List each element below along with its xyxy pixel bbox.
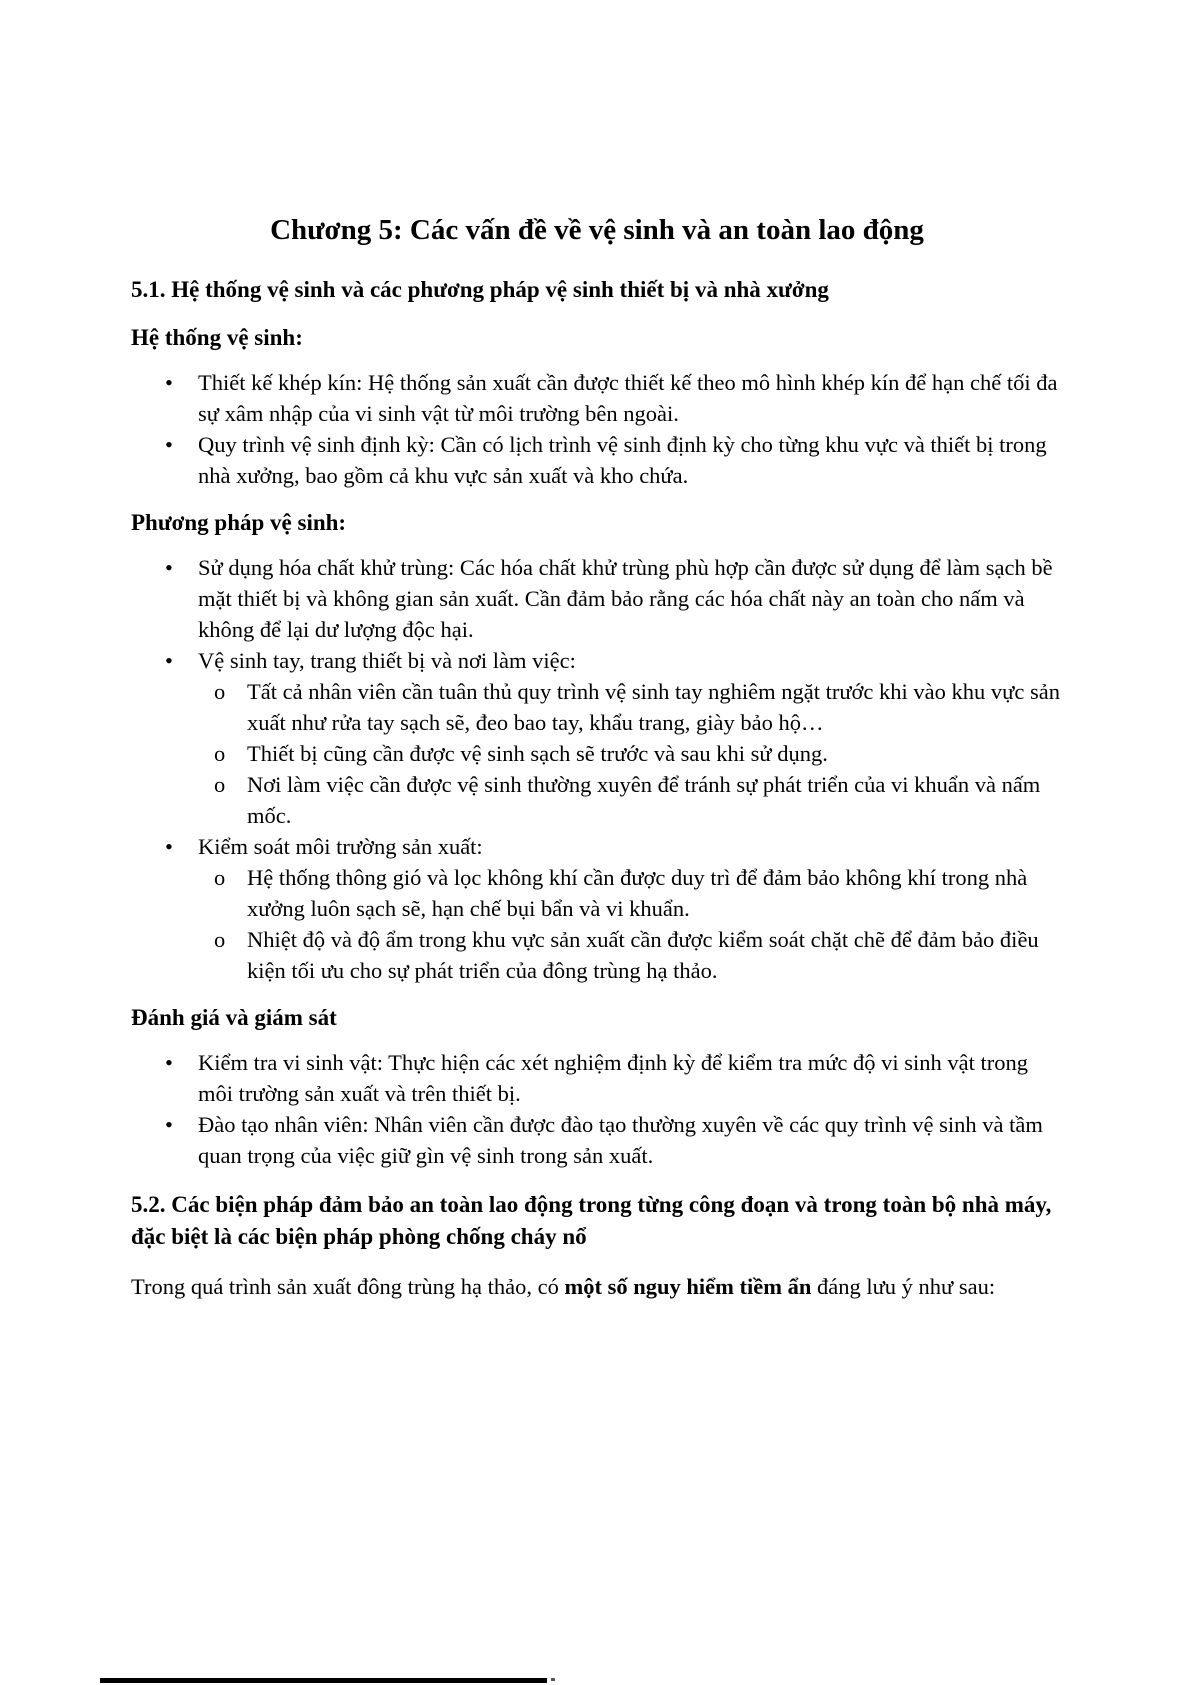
sub-list-item <box>131 738 1063 769</box>
subheading-danh-gia-va-giam-sat: Đánh giá và giám sát <box>131 1005 337 1030</box>
intro-paragraph <box>131 1271 1063 1302</box>
list-item-text: Thiết kế khép kín: Hệ thống sản xuất cần được thiết kế theo mô hình khép kín để hạn chế tối đa sự xâm nhập của vi sinh vật từ môi trường bên ngoài. <box>198 370 1058 426</box>
bullet-list-he-thong-ve-sinh <box>131 367 1063 491</box>
bullet-marker: • <box>165 555 173 580</box>
sub-list-item-text: Tất cả nhân viên cần tuân thủ quy trình vệ sinh tay nghiêm ngặt trước khi vào khu vực sản xuất như rửa tay sạch sẽ, đeo bao tay, khẩu trang, giày bảo hộ… <box>247 679 1060 735</box>
list-item <box>131 1047 1063 1109</box>
bullet-marker: • <box>165 370 173 395</box>
list-item-text: Kiểm tra vi sinh vật: Thực hiện các xét nghiệm định kỳ để kiểm tra mức độ vi sinh vật trong môi trường sản xuất và trên thiết bị. <box>198 1050 1029 1106</box>
bullet-marker: • <box>165 1050 173 1075</box>
sub-bullet-marker: o <box>214 772 226 797</box>
subheading-phuong-phap-ve-sinh: Phương pháp vệ sinh: <box>131 510 347 535</box>
section-heading-5-1: 5.1. Hệ thống vệ sinh và các phương pháp vệ sinh thiết bị và nhà xưởng <box>131 277 829 302</box>
list-item <box>131 1109 1063 1171</box>
bottom-edge-bar <box>100 1678 547 1683</box>
list-item-text: Vệ sinh tay, trang thiết bị và nơi làm việc: <box>198 648 576 673</box>
sub-list-item-text: Thiết bị cũng cần được vệ sinh sạch sẽ trước và sau khi sử dụng. <box>247 741 828 766</box>
sub-list-item-text: Nhiệt độ và độ ẩm trong khu vực sản xuất cần được kiểm soát chặt chẽ để đảm bảo điều kiện tối ưu cho sự phát triển của đông trùng hạ thảo. <box>247 927 1039 983</box>
list-item <box>131 367 1063 429</box>
sub-list-item <box>131 924 1063 986</box>
sub-list-item <box>131 769 1063 831</box>
sub-bullet-marker: o <box>214 741 226 766</box>
bullet-marker: • <box>165 1112 173 1137</box>
list-item-text: Đào tạo nhân viên: Nhân viên cần được đào tạo thường xuyên về các quy trình vệ sinh và tầm quan trọng của việc giữ gìn vệ sinh trong sản xuất. <box>198 1112 1043 1168</box>
section-heading-5-2: 5.2. Các biện pháp đảm bảo an toàn lao động trong từng công đoạn và trong toàn bộ nhà máy, đặc biệt là các biện pháp phòng chống cháy nổ <box>131 1192 1052 1249</box>
document-content <box>131 212 1063 1302</box>
list-item <box>131 429 1063 491</box>
subheading-he-thong-ve-sinh: Hệ thống vệ sinh: <box>131 325 303 350</box>
sub-list-kiem-soat-moi-truong <box>131 862 1063 986</box>
doc-title: Chương 5: Các vấn đề về vệ sinh và an toàn lao động <box>270 214 924 246</box>
sub-list-item <box>131 676 1063 738</box>
bullet-marker: • <box>165 648 173 673</box>
sub-bullet-marker: o <box>214 927 226 952</box>
intro-paragraph-bold: một số nguy hiểm tiềm ẩn <box>564 1274 812 1299</box>
sub-list-item <box>131 862 1063 924</box>
bullet-marker: • <box>165 432 173 457</box>
sub-list-item-text: Nơi làm việc cần được vệ sinh thường xuyên để tránh sự phát triển của vi khuẩn và nấm mốc. <box>247 772 1041 828</box>
intro-paragraph-pre: Trong quá trình sản xuất đông trùng hạ thảo, có <box>131 1274 565 1299</box>
sub-list-ve-sinh-tay <box>131 676 1063 831</box>
sub-bullet-marker: o <box>214 865 226 890</box>
bottom-edge-dot <box>551 1678 555 1681</box>
list-item-text: Kiểm soát môi trường sản xuất: <box>198 834 483 859</box>
intro-paragraph-post: đáng lưu ý như sau: <box>811 1274 996 1299</box>
bullet-marker: • <box>165 834 173 859</box>
list-item <box>131 645 1063 676</box>
bullet-list-phuong-phap-ve-sinh <box>131 552 1063 986</box>
sub-bullet-marker: o <box>214 679 226 704</box>
list-item <box>131 831 1063 862</box>
sub-list-item-text: Hệ thống thông gió và lọc không khí cần được duy trì để đảm bảo không khí trong nhà xưởng luôn sạch sẽ, hạn chế bụi bẩn và vi khuẩn. <box>247 865 1028 921</box>
bullet-list-danh-gia <box>131 1047 1063 1171</box>
list-item <box>131 552 1063 645</box>
list-item-text: Sử dụng hóa chất khử trùng: Các hóa chất khử trùng phù hợp cần được sử dụng để làm sạch bề mặt thiết bị và không gian sản xuất. Cần đảm bảo rằng các hóa chất này an toàn cho nấm và không để lại dư lượng độc hại. <box>198 555 1053 642</box>
list-item-text: Quy trình vệ sinh định kỳ: Cần có lịch trình vệ sinh định kỳ cho từng khu vực và thiết bị trong nhà xưởng, bao gồm cả khu vực sản xuất và kho chứa. <box>198 432 1047 488</box>
